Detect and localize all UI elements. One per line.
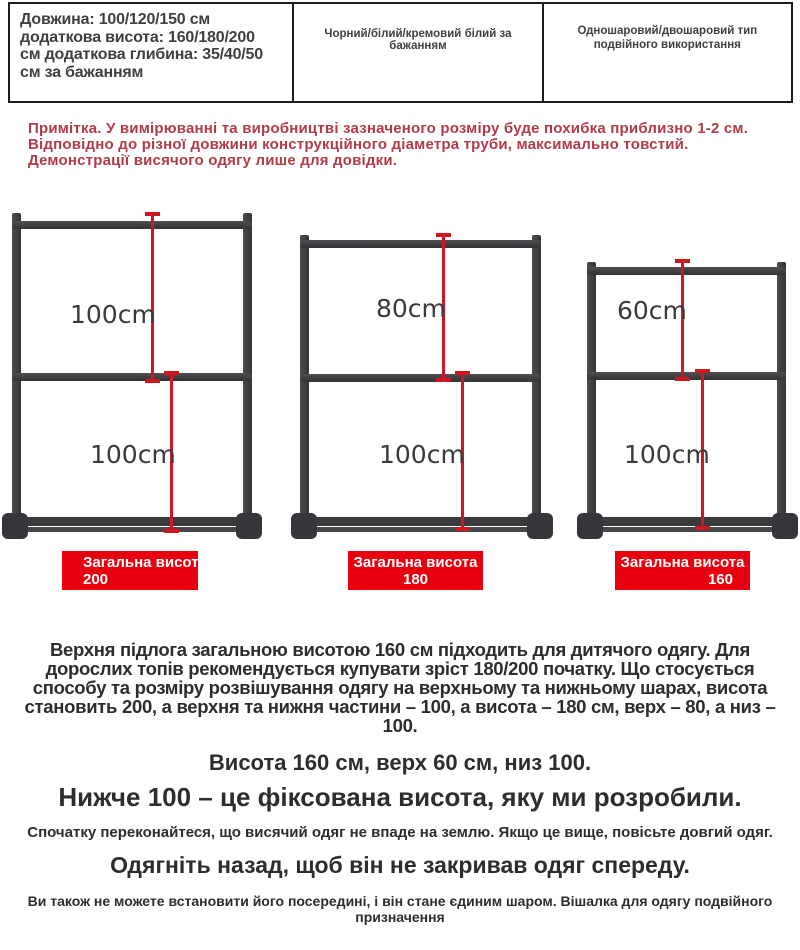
total-height-value: 160 bbox=[707, 571, 733, 588]
measure-cap bbox=[164, 371, 179, 375]
rack-foot-right bbox=[527, 513, 553, 539]
total-height-value: 180 bbox=[402, 571, 429, 588]
measure-cap bbox=[455, 371, 470, 375]
total-height-label: Загальна висота bbox=[620, 554, 745, 571]
description-paragraph: Верхня підлога загальною висотою 160 см підходить для дитячого одягу. Для дорослих топів рекомендується купувати зріст 180/200 початку. Що стосується способу та розміру розвішування одягу на верхньому та нижньому шарах, висота становить 200, а верхня та нижня частини – 100, а висота – 180 см, верх – 80, а низ – 100. bbox=[24, 639, 776, 736]
spec-cell-type: Одношаровий/двошаровий тип подвійного використання bbox=[577, 25, 758, 51]
rack-base-bar bbox=[6, 517, 258, 526]
total-height-label: Загальна висота bbox=[83, 554, 207, 571]
measure-cap bbox=[695, 526, 710, 530]
total-height-label: Загальна висота bbox=[353, 554, 478, 571]
rack-foot-right bbox=[772, 513, 798, 539]
dual-purpose-line: Ви також не можете встановити його посередині, і він стане єдиним шаром. Вішалка для одягу подвійного призначення bbox=[27, 893, 773, 925]
below-100-line: Нижче 100 – це фіксована висота, яку ми розробили. bbox=[58, 782, 742, 812]
total-height-badge-200 bbox=[62, 551, 207, 590]
measure-cap bbox=[145, 379, 160, 383]
lower-size-label: 100cm bbox=[379, 440, 465, 469]
measure-cap bbox=[145, 212, 160, 216]
rack-top-bar bbox=[300, 240, 541, 248]
rack-diagram-200 bbox=[2, 212, 264, 542]
rack-top-bar bbox=[12, 221, 252, 229]
rack-diagram-180 bbox=[290, 212, 556, 542]
total-height-badge-180 bbox=[348, 551, 483, 590]
spec-cell-dimensions: Довжина: 100/120/150 см додаткова висота: 160/180/200 см додаткова глибина: 35/40/50 см за бажанням bbox=[10, 4, 294, 101]
rack-foot-left bbox=[2, 513, 28, 539]
rack-foot-right bbox=[236, 513, 262, 539]
rack-post-right bbox=[777, 262, 786, 528]
upper-size-label: 80cm bbox=[376, 294, 446, 323]
measure-cap bbox=[675, 377, 690, 381]
rack-foot-left bbox=[291, 513, 317, 539]
dress-back-line: Одягніть назад, щоб він не закривав одяг спереду. bbox=[110, 852, 690, 878]
rack-middle-bar bbox=[12, 373, 252, 381]
total-height-badge-160 bbox=[615, 551, 750, 590]
spec-table bbox=[8, 2, 793, 103]
ensure-line: Спочатку переконайтеся, що висячий одяг не впаде на землю. Якщо це вище, повісьте довгий одяг. bbox=[27, 824, 773, 841]
lower-size-label: 100cm bbox=[624, 440, 710, 469]
measure-cap bbox=[695, 369, 710, 373]
rack-post-left bbox=[587, 262, 596, 528]
measure-cap bbox=[436, 378, 451, 382]
upper-size-label: 100cm bbox=[70, 300, 156, 329]
note-text: Примітка. У вимірюванні та виробництві зазначеного розміру буде похибка приблизно 1-2 см. Відповідно до різної довжини конструкційного діаметра труби, максимально товстий. Демонстрації висячого одягу лише для довідки. bbox=[28, 120, 749, 169]
lower-size-label: 100cm bbox=[90, 440, 176, 469]
rack-post-right bbox=[243, 213, 252, 528]
height-160-line: Висота 160 см, верх 60 см, низ 100. bbox=[208, 750, 592, 775]
rack-base-bar bbox=[296, 517, 549, 526]
spec-cell-colors: Чорний/білий/кремовий білий за бажанням bbox=[294, 4, 543, 101]
measure-cap bbox=[675, 259, 690, 263]
rack-post-left bbox=[12, 213, 21, 528]
measure-cap bbox=[164, 529, 179, 533]
rack-diagram-160 bbox=[575, 212, 800, 542]
rack-top-bar bbox=[587, 267, 786, 275]
rack-base-rail bbox=[304, 527, 541, 532]
rack-middle-bar bbox=[300, 374, 541, 382]
measure-cap bbox=[436, 233, 451, 237]
rack-base-rail bbox=[589, 527, 785, 532]
measure-cap bbox=[455, 527, 470, 531]
rack-foot-left bbox=[577, 513, 603, 539]
upper-size-label: 60cm bbox=[617, 296, 687, 325]
rack-base-bar bbox=[583, 517, 793, 526]
rack-base-rail bbox=[14, 527, 250, 532]
measure-line-upper bbox=[151, 214, 154, 383]
total-height-value: 200 bbox=[83, 571, 109, 588]
